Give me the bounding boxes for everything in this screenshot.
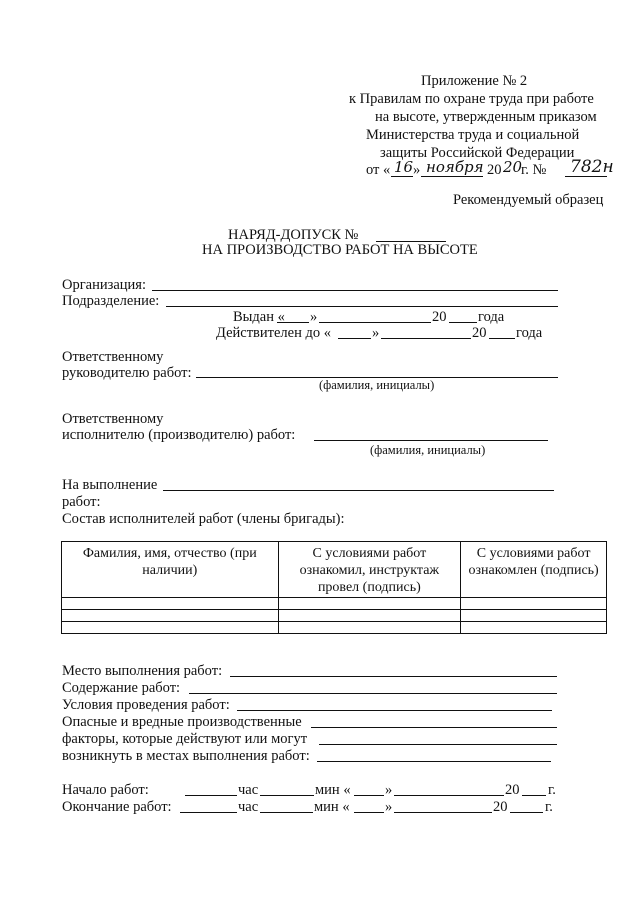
- table-row: [62, 610, 607, 622]
- hazards-label-1: Опасные и вредные производственные: [62, 714, 302, 730]
- column-header-acknowledged: С условиями работ ознакомлен (подпись): [461, 542, 607, 598]
- hazards-field-1[interactable]: [311, 727, 557, 728]
- rules-line-2: на высоте, утвержденным приказом: [375, 109, 597, 125]
- task-label-2: работ:: [62, 494, 101, 510]
- start-year-suffix: г.: [548, 782, 556, 798]
- date-year: 20: [503, 158, 523, 176]
- appendix-title: Приложение № 2: [421, 73, 528, 89]
- executor-label-1: Ответственному: [62, 411, 164, 427]
- division-field[interactable]: [166, 306, 558, 307]
- crew-table: [61, 541, 607, 634]
- valid-year-prefix: 20: [472, 325, 487, 341]
- date-year-suffix: г. №: [521, 162, 547, 178]
- issued-year-prefix: 20: [432, 309, 447, 325]
- organization-field[interactable]: [152, 290, 558, 291]
- task-label-1: На выполнение: [62, 477, 158, 493]
- hazards-label-3: возникнуть в местах выполнения работ:: [62, 748, 310, 764]
- division-label: Подразделение:: [62, 293, 160, 309]
- date-close: »: [413, 162, 421, 178]
- table-cell[interactable]: [278, 598, 461, 610]
- table-row: [62, 622, 607, 634]
- end-label: Окончание работ:: [62, 799, 172, 815]
- hazards-field-3[interactable]: [317, 761, 551, 762]
- place-label: Место выполнения работ:: [62, 663, 223, 679]
- column-header-name: Фамилия, имя, отчество (при наличии): [62, 542, 279, 598]
- table-cell[interactable]: [62, 598, 279, 610]
- start-year-field[interactable]: [522, 795, 546, 796]
- executor-name-hint: (фамилия, инициалы): [370, 443, 486, 457]
- issued-suffix: года: [478, 309, 505, 325]
- place-field[interactable]: [230, 676, 557, 677]
- start-day-field[interactable]: [354, 795, 384, 796]
- end-quote-close: »: [385, 799, 393, 815]
- valid-suffix: года: [516, 325, 543, 341]
- crew-label: Состав исполнителей работ (члены бригады):: [62, 511, 345, 527]
- end-day-field[interactable]: [354, 812, 384, 813]
- table-cell[interactable]: [278, 610, 461, 622]
- valid-close: »: [372, 325, 380, 341]
- start-hour-field[interactable]: [185, 795, 237, 796]
- organization-label: Организация:: [62, 277, 147, 293]
- manager-name-hint: (фамилия, инициалы): [319, 378, 435, 392]
- date-year-prefix: 20: [487, 162, 502, 178]
- table-row: [62, 598, 607, 610]
- start-min-label: мин «: [315, 782, 351, 798]
- end-year-field[interactable]: [510, 812, 543, 813]
- manager-label-1: Ответственному: [62, 349, 164, 365]
- start-month-field[interactable]: [394, 795, 504, 796]
- valid-prefix: Действителен до «: [216, 325, 331, 341]
- table-cell[interactable]: [62, 622, 279, 634]
- date-month: ноября: [426, 158, 484, 176]
- end-month-field[interactable]: [394, 812, 492, 813]
- recommended-sample: Рекомендуемый образец: [453, 192, 604, 208]
- hazards-field-2[interactable]: [319, 744, 557, 745]
- issued-year-field[interactable]: [449, 322, 477, 323]
- date-month-line: [421, 176, 483, 177]
- rules-line-3: Министерства труда и социальной: [366, 127, 580, 143]
- start-year-prefix: 20: [505, 782, 520, 798]
- table-header-row: [62, 542, 607, 598]
- task-field[interactable]: [163, 490, 554, 491]
- valid-day-field[interactable]: [338, 338, 371, 339]
- permit-title: НАРЯД-ДОПУСК №: [228, 227, 359, 243]
- hazards-label-2: факторы, которые действуют или могут: [62, 731, 308, 747]
- manager-label-2: руководителю работ:: [62, 365, 192, 381]
- executor-label-2: исполнителю (производителю) работ:: [62, 427, 296, 443]
- issued-day-field[interactable]: [277, 322, 309, 323]
- content-label: Содержание работ:: [62, 680, 181, 696]
- start-min-field[interactable]: [260, 795, 314, 796]
- table-cell[interactable]: [62, 610, 279, 622]
- rules-line-1: к Правилам по охране труда при работе: [349, 91, 594, 107]
- end-year-suffix: г.: [545, 799, 553, 815]
- order-number-line: [565, 176, 607, 177]
- start-label: Начало работ:: [62, 782, 149, 798]
- issued-close: »: [310, 309, 318, 325]
- conditions-field[interactable]: [237, 710, 552, 711]
- content-field[interactable]: [189, 693, 557, 694]
- rules-line-4: защиты Российской Федерации: [380, 145, 575, 161]
- valid-month-field[interactable]: [381, 338, 471, 339]
- date-day-line: [391, 176, 413, 177]
- valid-year-field[interactable]: [489, 338, 515, 339]
- table-cell[interactable]: [461, 622, 607, 634]
- end-min-field[interactable]: [260, 812, 313, 813]
- date-prefix: от «: [366, 162, 391, 178]
- start-quote-close: »: [385, 782, 393, 798]
- permit-subtitle: НА ПРОИЗВОДСТВО РАБОТ НА ВЫСОТЕ: [202, 242, 478, 258]
- end-min-label: мин «: [314, 799, 350, 815]
- end-hour-label: час: [238, 799, 259, 815]
- issued-prefix: Выдан «: [233, 309, 285, 325]
- issued-month-field[interactable]: [319, 322, 431, 323]
- column-header-instructed: С условиями работ ознакомил, инструктаж провел (подпись): [278, 542, 461, 598]
- table-cell[interactable]: [461, 610, 607, 622]
- end-hour-field[interactable]: [180, 812, 237, 813]
- table-cell[interactable]: [278, 622, 461, 634]
- conditions-label: Условия проведения работ:: [62, 697, 230, 713]
- date-day: 16: [394, 158, 414, 176]
- start-hour-label: час: [238, 782, 259, 798]
- table-cell[interactable]: [461, 598, 607, 610]
- executor-field[interactable]: [314, 440, 548, 441]
- order-number: 782н: [570, 157, 614, 177]
- end-year-prefix: 20: [493, 799, 508, 815]
